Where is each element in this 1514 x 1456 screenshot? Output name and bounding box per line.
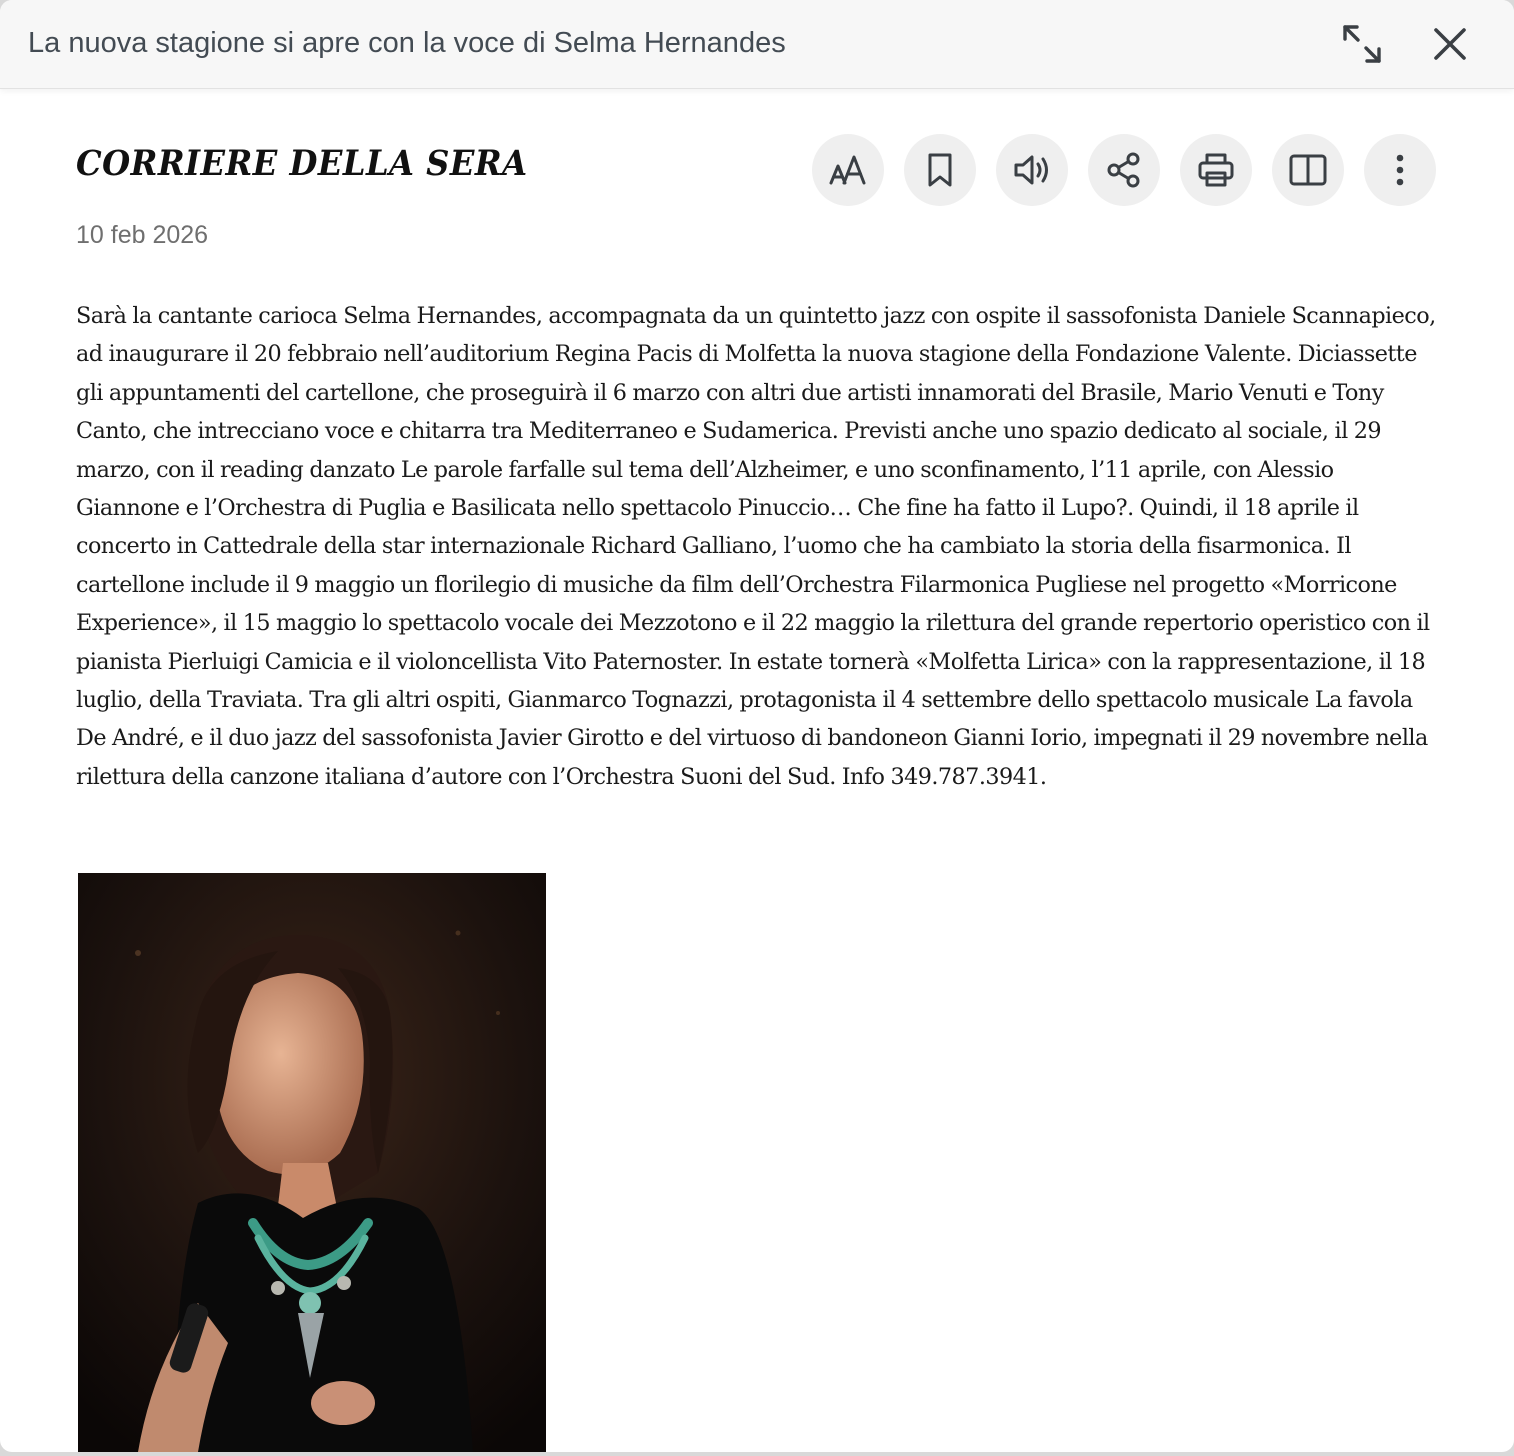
more-button[interactable] — [1364, 134, 1436, 206]
speaker-icon — [1011, 149, 1053, 191]
close-icon — [1430, 24, 1470, 64]
printer-icon — [1196, 150, 1236, 190]
window-title: La nuova stagione si apre con la voce di Selma Hernandes — [28, 27, 786, 59]
split-view-icon — [1287, 149, 1329, 191]
publication-masthead: CORRIERE DELLA SERA — [76, 143, 528, 184]
article-toolbar — [812, 134, 1436, 206]
more-vertical-icon — [1380, 150, 1420, 190]
expand-arrows-icon — [1339, 21, 1385, 67]
article-photo — [78, 873, 546, 1452]
text-size-button[interactable] — [812, 134, 884, 206]
text-size-icon — [827, 149, 869, 191]
publication-date: 10 feb 2026 — [76, 221, 209, 249]
share-icon — [1104, 150, 1144, 190]
layout-button[interactable] — [1272, 134, 1344, 206]
article-body: Sarà la cantante carioca Selma Hernandes, accompagnata da un quintetto jazz con ospite il sassofonista Daniele Scannapieco, ad inaugurare il 20 febbraio nell’auditorium Regina Pacis di Molfetta la nuova stagione della Fondazione Valente. Diciassette gli appuntamenti del cartellone, che proseguirà il 6 marzo con altri due artisti innamorati del Brasile, Mario Venuti e Tony Canto, che intrecciano voce e chitarra tra Mediterraneo e Sudamerica. Previsti anche uno spazio dedicato al sociale, il 29 marzo, con il reading danzato Le parole farfalle sul tema dell’Alzheimer, e uno sconfinamento, l’11 aprile, con Alessio Giannone e l’Orchestra di Puglia e Basilicata nello spettacolo Pinuccio… Che fine ha fatto il Lupo?. Quindi, il 18 aprile il concerto in Cattedrale della star internazionale Richard Galliano, l’uomo che ha cambiato la storia della fisarmonica. Il cartellone include il 9 maggio un florilegio di musiche da film dell’Orchestra Filarmonica Pugliese nel progetto «Morricone Experience», il 15 maggio lo spettacolo vocale dei Mezzotono e il 22 maggio la rilettura del grande repertorio operistico con il pianista Pierluigi Camicia e il violoncellista Vito Paternoster. In estate tornerà «Molfetta Lirica» con la rappresentazione, il 18 luglio, della Traviata. Tra gli altri ospiti, Gianmarco Tognazzi, protagonista il 4 settembre dello spettacolo musicale La favola De André, e il duo jazz del sassofonista Javier Girotto e del virtuoso di bandoneon Gianni Iorio, impegnati il 29 novembre nella rilettura della canzone italiana d’autore con l’Orchestra Suoni del Sud. Info 349.787.3941. — [76, 303, 1436, 790]
listen-button[interactable] — [996, 134, 1068, 206]
expand-button[interactable] — [1336, 18, 1388, 70]
close-button[interactable] — [1424, 18, 1476, 70]
bookmark-button[interactable] — [904, 134, 976, 206]
print-button[interactable] — [1180, 134, 1252, 206]
bookmark-icon — [920, 150, 960, 190]
title-bar — [0, 0, 1514, 89]
share-button[interactable] — [1088, 134, 1160, 206]
